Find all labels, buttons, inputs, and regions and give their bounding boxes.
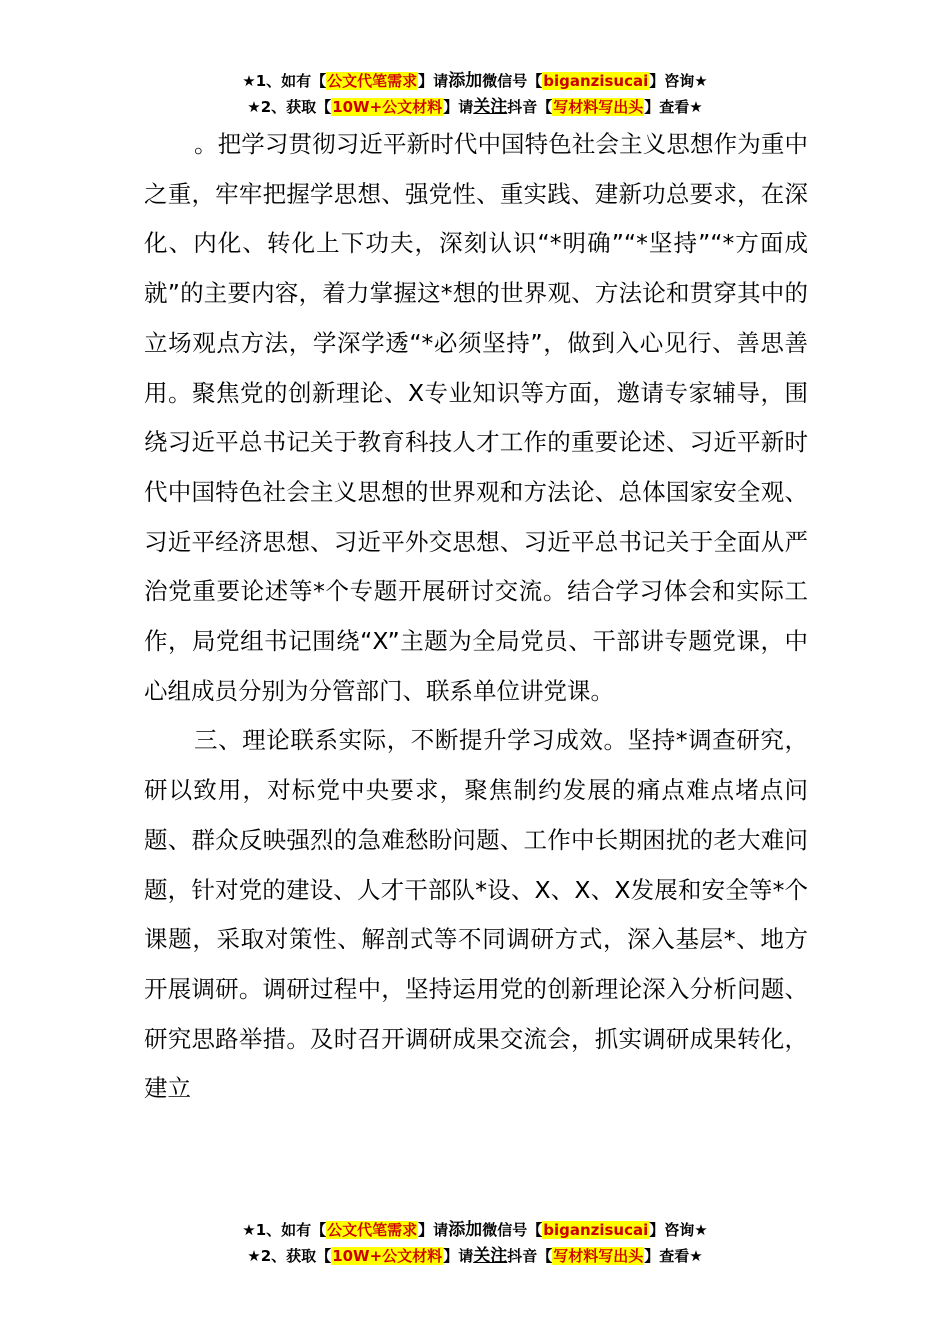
highlight-service: 公文代笔需求 [327,1221,418,1239]
promo-line-2 [0,1243,950,1269]
highlight-douyin-account: 写材料写出头 [553,1247,644,1265]
body-paragraph-2: 三、理论联系实际，不断提升学习成效。坚持*调查研究，研以致用，对标党中央要求，聚焦制约发展的痛点难点堵点问题、群众反映强烈的急难愁盼问题、工作中长期困扰的老大难问题，针对党的建设、人才干部队*设、X、X、X发展和安全等*个课题，采取对策性、解剖式等不同调研方式，深入基层*、地方开展调研。调研过程中，坚持运用党的创新理论深入分析问题、研究思路举措。及时召开调研成果交流会，抓实调研成果转化，建立 [144,726,808,1103]
promo-text: 】查看★ [644,98,703,116]
promo-emphasis: 添加 [448,71,483,91]
promo-text: 】查看★ [644,1247,703,1265]
promo-text: 抖音【 [507,1247,553,1265]
promo-line-1 [0,68,950,94]
promo-text: 】请 [443,98,474,116]
promo-text: ★2、获取【 [247,98,332,116]
body-paragraph-1: 。把学习贯彻习近平新时代中国特色社会主义思想作为重中之重，牢牢把握学思想、强党性、重实践、建新功总要求，在深化、内化、转化上下功夫，深刻认识“*明确”“*坚持”“*方面成就”的主要内容，着力掌握这*想的世界观、方法论和贯穿其中的立场观点方法，学深学透“*必须坚持”，做到入心见行、善思善用。聚焦党的创新理论、X专业知识等方面，邀请专家辅导，围绕习近平总书记关于教育科技人才工作的重要论述、习近平新时代中国特色社会主义思想的世界观和方法论、总体国家安全观、习近平经济思想、习近平外交思想、习近平总书记关于全面从严治党重要论述等*个专题开展研讨交流。结合学习体会和实际工作，局党组书记围绕“X”主题为全局党员、干部讲专题党课，中心组成员分别为分管部门、联系单位讲党课。 [144,130,808,705]
footer-promo-banner [0,1217,950,1269]
promo-text: 微信号【 [482,72,543,90]
promo-emphasis: 关注 [473,97,508,117]
header-promo-banner [0,68,950,120]
highlight-wechat-id: biganzisucai [543,1221,649,1239]
promo-line-2 [0,94,950,120]
promo-text: ★1、如有【 [242,1221,327,1239]
promo-text: 微信号【 [482,1221,543,1239]
promo-line-1 [0,1217,950,1243]
promo-text: 】咨询★ [649,1221,708,1239]
highlight-materials: 10W+公文材料 [332,1247,443,1265]
promo-text: 抖音【 [507,98,553,116]
promo-emphasis: 关注 [473,1246,508,1266]
promo-text: 】请 [418,72,449,90]
promo-text: ★2、获取【 [247,1247,332,1265]
highlight-service: 公文代笔需求 [327,72,418,90]
highlight-materials: 10W+公文材料 [332,98,443,116]
highlight-wechat-id: biganzisucai [543,72,649,90]
highlight-douyin-account: 写材料写出头 [553,98,644,116]
promo-text: 】咨询★ [649,72,708,90]
document-body [144,120,808,1114]
promo-text: 】请 [418,1221,449,1239]
promo-text: 】请 [443,1247,474,1265]
promo-emphasis: 添加 [448,1220,483,1240]
promo-text: ★1、如有【 [242,72,327,90]
